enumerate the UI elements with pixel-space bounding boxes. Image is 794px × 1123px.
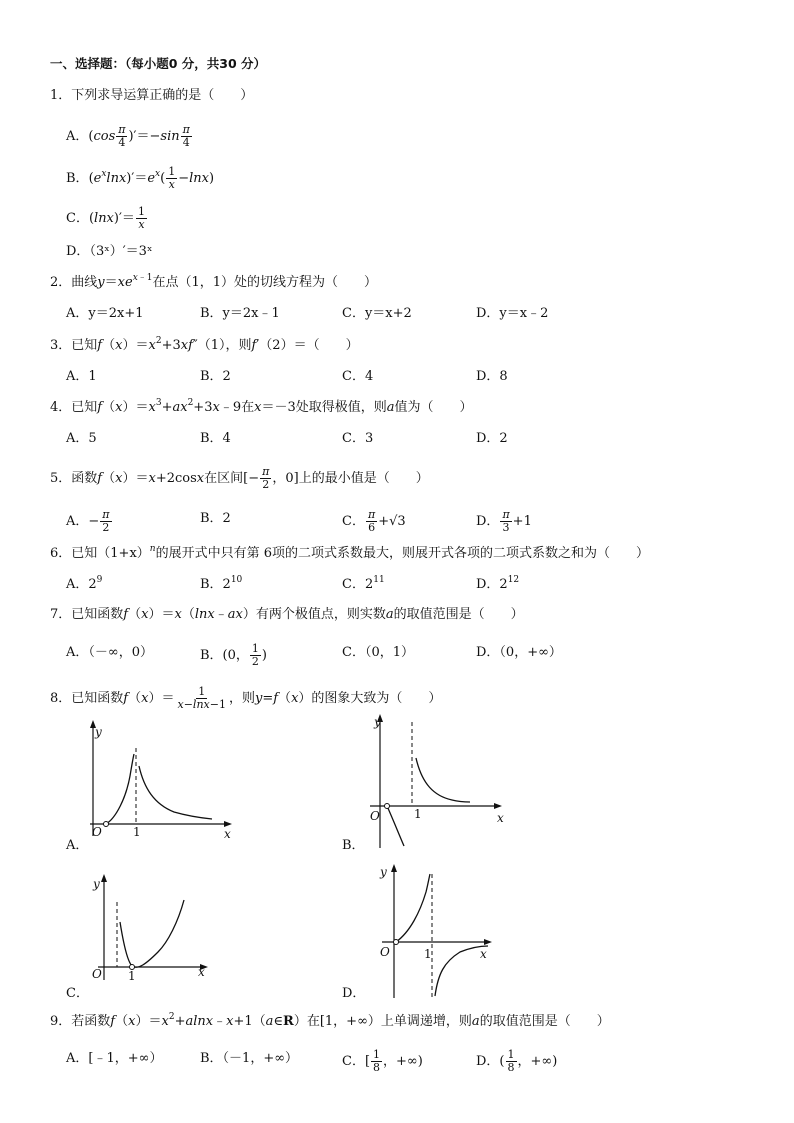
graph-b-one-label: 1 [414,807,422,821]
graph-c-origin-label: O [92,967,102,981]
graph-b [360,712,510,852]
q5-option-b[interactable]: B．2 [200,511,231,526]
q3-number: 3． [50,338,72,353]
q9-c-label: C．[ [342,1054,371,1069]
q2-stem-post: 在点（1，1）处的切线方程为（ ） [152,275,378,290]
pi-over-3-frac: $\frac{\pi}{3}$ [502,508,510,534]
graph-b-origin-label: O [370,809,380,823]
q2-option-b[interactable]: B．y＝2x﹣1 [200,306,280,321]
graph-c-y-label: y [93,877,100,891]
graph-c-one-label: 1 [128,969,136,983]
q4-option-c[interactable]: C．3 [342,431,374,446]
q8-number: 8． [50,691,72,706]
question-9: 9．若函数$f(x)=x^2+alnx﹣x+1(a\in R)$在[1，+∞）上单调递增，则a的取值范围是（ ） [50,1012,610,1029]
graph-d-y-label: y [380,865,387,879]
q6-b-exp: 10 [230,575,243,585]
pi-over-2-frac: $\frac{\pi}{2}$ [102,508,110,534]
q1-d-label: D． [66,244,90,259]
q2-option-a[interactable]: A．y＝2x+1 [66,306,144,321]
q1-d-text: （3ˣ）′＝3ˣ [89,244,153,259]
q6-a-exp: 9 [96,575,103,585]
q9-stem-end: 的取值范围是（ ） [479,1014,610,1029]
q7-option-b[interactable]: B．(0， $\frac{1}{2}$ ) [200,642,267,668]
q9-number: 9． [50,1014,72,1029]
q5-stem-pre: 函数 [71,471,98,486]
q4-stem-mid: 在 [241,400,255,415]
q1-stem: 下列求导运算正确的是（ ） [71,88,254,103]
q2-option-c[interactable]: C．y＝x+2 [342,306,412,321]
question-4: 4．已知$f(x)=x^3+ax^2+3x﹣9$在x＝－3处取得极值，则a值为（ ） [50,398,473,415]
q6-b-base: B．2 [200,577,231,592]
q7-b-label: B．(0， [200,648,249,663]
q5-stem-end: 上的最小值是（ ） [298,471,429,486]
q6-option-d[interactable] [476,577,519,593]
q7-option-a[interactable]: A．（－∞，0） [66,645,153,660]
q4-option-a[interactable]: A．5 [66,431,97,446]
q3-option-d[interactable]: D．8 [476,369,508,384]
q9-c-end: ，+∞) [383,1054,423,1069]
q3-stem-end: （2）＝（ ） [259,338,359,353]
q1-option-a[interactable]: A．(cos $\frac{\pi}{4}$ )′＝−sin $\frac{\pi}{4}$ [66,123,190,149]
q4-option-d[interactable]: D．2 [476,431,508,446]
q4-stem-end: 值为（ ） [394,400,473,415]
one-over-x-frac: $\frac{1}{x}$ [168,165,176,191]
q3-option-b[interactable]: B．2 [200,369,231,384]
q3-stem-pre: 已知 [71,338,98,353]
q1-b-label: B． [66,171,89,186]
q5-d-label: D． [476,514,500,529]
q9-option-d[interactable] [476,1049,557,1074]
graph-c-x-label: x [198,965,205,979]
one-eighth-frac: $\frac{1}{8}$ [373,1048,381,1074]
q3-stem-post: （1），则 [197,338,252,353]
q8-stem-post: ，则 [228,691,255,706]
q6-c-base: C．2 [342,577,374,592]
q5-option-a[interactable]: A．− $\frac{\pi}{2}$ [66,508,110,534]
q6-d-base: D．2 [476,577,508,592]
q2-stem-pre: 曲线 [71,275,98,290]
graph-d [370,862,500,1000]
q5-number: 5． [50,471,72,486]
q6-option-a[interactable] [66,577,102,593]
q8-stem-pre: 已知函数 [71,691,124,706]
q5-option-c[interactable]: C． $\frac{\pi}{6}$ +√3 [342,508,406,534]
q5-c-label: C． [342,514,365,529]
graph-d-origin-label: O [380,945,390,959]
q1-a-label: A． [66,129,89,144]
q1-option-d[interactable] [66,244,152,260]
graph-a-y-label: y [95,725,102,739]
question-6: 6．已知$(1+x)^n$的展开式中只有第 6项的二项式系数最大，则展开式各项的二项式系数之和为（ ） [50,544,649,561]
q9-option-a[interactable]: A．[﹣1，+∞） [66,1051,163,1066]
graph-a-origin-label: O [92,825,102,839]
q9-d-label: D．( [476,1054,505,1069]
graph-b-x-label: x [497,811,504,825]
question-5: 5．函数f（x）＝x+2cosx在区间[− $\frac{\pi}{2}$ ，0]上的最小值是（ ） [50,465,429,491]
q4-option-b[interactable]: B．4 [200,431,231,446]
graph-d-x-label: x [480,947,487,961]
q8-stem-end: 的图象大致为（ ） [311,691,442,706]
q7-stem-pre: 已知函数 [71,607,124,622]
pi-over-6-frac: $\frac{\pi}{6}$ [367,508,376,534]
q7-option-d[interactable]: D．（0，+∞） [476,645,562,660]
graph-a-one-label: 1 [133,825,141,839]
q8-option-d[interactable]: D． [342,986,366,1001]
q8-function-frac: $\frac{1}{x-\ln x-1}$ [177,685,226,711]
graph-d-one-label: 1 [424,947,432,961]
q9-stem-pre: 若函数 [71,1014,111,1029]
q8-option-a[interactable]: A． [66,838,89,853]
q6-d-exp: 12 [507,575,520,585]
one-over-x-frac: $\frac{1}{x}$ [137,205,145,231]
question-8: 8．已知函数f（x）＝ $\frac{1}{x-\ln x-1}$ ，则y=f（x）的图象大致为（ ） [50,685,442,711]
graph-b-y-label: y [374,715,381,729]
q1-option-c[interactable]: C．(lnx)′＝ $\frac{1}{x}$ [66,205,145,231]
q4-stem-mid2: 处取得极值，则 [295,400,387,415]
q6-number: 6． [50,546,72,561]
one-half-frac: $\frac{1}{2}$ [251,642,259,668]
q9-stem-mid: 在[1，+∞）上单调递增，则 [306,1014,472,1029]
graph-a-x-label: x [224,827,231,841]
q7-number: 7． [50,607,72,622]
q6-stem-pre: 已知（1+x） [71,546,150,561]
one-eighth-frac: $\frac{1}{8}$ [507,1048,515,1074]
q4-number: 4． [50,400,72,415]
q5-stem-mid: 在区间 [204,471,244,486]
q5-option-d[interactable]: D． $\frac{\pi}{3}$ +1 [476,508,532,534]
q9-option-b[interactable]: B．（－1，+∞） [200,1051,299,1066]
q6-stem-post: 的展开式中只有第 6项的二项式系数最大，则展开式各项的二项式系数之和为（ ） [155,546,649,561]
pi-over-4-frac: $\frac{\pi}{4}$ [118,123,126,149]
q5-a-label: A． [66,514,89,529]
q4-stem-pre: 已知 [71,400,98,415]
q3-option-a[interactable]: A．1 [66,369,97,384]
q8-option-b[interactable]: B． [342,838,365,853]
q1-option-b[interactable]: B．$(e^x\ln x)'=e^x$( $\frac{1}{x}$ −lnx) [66,165,215,191]
pi-over-4-frac: $\frac{\pi}{4}$ [182,123,190,149]
pi-over-2-frac: $\frac{\pi}{2}$ [262,465,270,491]
question-7: 7．已知函数f（x）＝x（lnx﹣ax）有两个极值点，则实数a的取值范围是（ ） [50,607,524,622]
q7-option-c[interactable]: C．（0，1） [342,645,414,660]
q2-number: 2． [50,275,72,290]
q8-option-c[interactable]: C． [66,986,89,1001]
q6-a-base: A．2 [66,577,97,592]
q9-d-end: ，+∞) [517,1054,558,1069]
question-1 [50,88,253,104]
q2-option-d[interactable]: D．y＝x﹣2 [476,306,549,321]
q1-c-label: C． [66,211,89,226]
q1-number: 1． [50,88,72,103]
q6-option-c[interactable] [342,577,385,593]
q3-option-c[interactable]: C．4 [342,369,374,384]
q6-c-exp: 11 [373,575,385,585]
graph-c [90,872,220,982]
q7-stem-end: 的取值范围是（ ） [393,607,524,622]
question-2: 2．曲线$y=xe^{x﹣1}$在点（1，1）处的切线方程为（ ） [50,273,378,290]
q9-option-c[interactable] [342,1049,423,1074]
graph-a [78,718,238,848]
section-heading: 一、选择题：（每小题0 分，共30 分） [50,56,267,71]
q7-stem-post: 有两个极值点，则实数 [255,607,386,622]
question-3: 3．已知$f(x)=x^2+3xf''(1)$，则f′（2）＝（ ） [50,336,359,353]
q6-option-b[interactable] [200,577,242,593]
